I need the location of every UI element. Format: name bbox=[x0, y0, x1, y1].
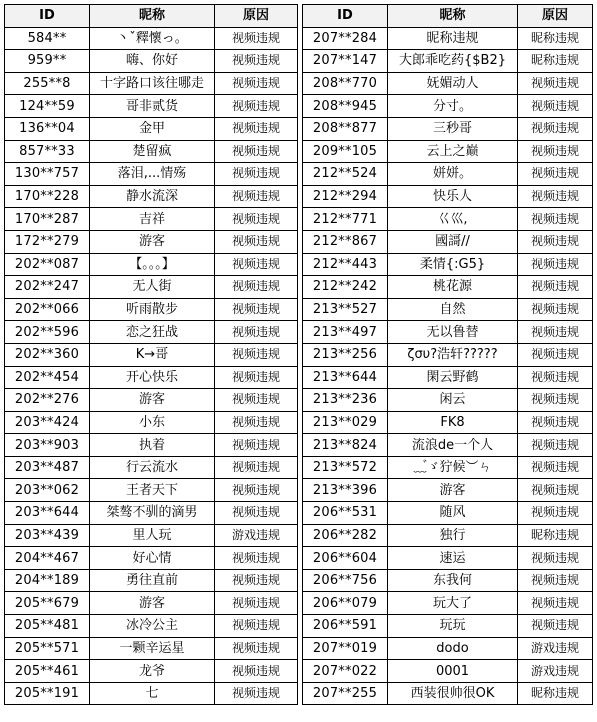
id-cell: 206**282 bbox=[303, 524, 388, 547]
id-cell: 205**679 bbox=[5, 592, 90, 615]
table-row bbox=[303, 117, 593, 140]
nickname-cell: 閑云野鹤 bbox=[388, 366, 518, 389]
id-cell: 209**105 bbox=[303, 140, 388, 163]
nickname-cell: 西装很帅很OK bbox=[388, 682, 518, 705]
reason-cell: 视频违规 bbox=[215, 50, 298, 73]
nickname-cell: 好心情 bbox=[90, 547, 215, 570]
table-row bbox=[5, 72, 298, 95]
nickname-cell: 游客 bbox=[90, 389, 215, 412]
table-row bbox=[303, 366, 593, 389]
id-cell: 207**147 bbox=[303, 50, 388, 73]
id-cell: 202**360 bbox=[5, 343, 90, 366]
table-row bbox=[303, 592, 593, 615]
id-cell: 203**644 bbox=[5, 502, 90, 525]
table-row bbox=[5, 208, 298, 231]
id-cell: 255**8 bbox=[5, 72, 90, 95]
reason-cell: 游戏违规 bbox=[518, 660, 593, 683]
id-cell: 124**59 bbox=[5, 95, 90, 118]
nickname-cell: 桃花源 bbox=[388, 276, 518, 299]
table-row bbox=[5, 592, 298, 615]
table-row bbox=[5, 230, 298, 253]
table-row bbox=[303, 682, 593, 705]
nickname-cell: 小东 bbox=[90, 411, 215, 434]
reason-cell: 游戏违规 bbox=[215, 524, 298, 547]
reason-cell: 视频违规 bbox=[518, 366, 593, 389]
table-row bbox=[303, 524, 593, 547]
id-cell: 202**596 bbox=[5, 321, 90, 344]
nickname-cell: 玩大了 bbox=[388, 592, 518, 615]
nickname-cell: 游客 bbox=[388, 479, 518, 502]
table-row bbox=[303, 389, 593, 412]
table-row bbox=[5, 95, 298, 118]
reason-cell: 视频违规 bbox=[215, 366, 298, 389]
header-reason: 原因 bbox=[215, 5, 298, 28]
reason-cell: 视频违规 bbox=[215, 389, 298, 412]
nickname-cell: ζσυ?浩轩????? bbox=[388, 343, 518, 366]
reason-cell: 视频违规 bbox=[215, 456, 298, 479]
table-row bbox=[5, 660, 298, 683]
reason-cell: 视频违规 bbox=[215, 298, 298, 321]
reason-cell: 视频违规 bbox=[215, 140, 298, 163]
table-row bbox=[303, 72, 593, 95]
table-row bbox=[5, 140, 298, 163]
reason-cell: 视频违规 bbox=[215, 660, 298, 683]
reason-cell: 视频违规 bbox=[518, 592, 593, 615]
table-row bbox=[5, 569, 298, 592]
id-cell: 130**757 bbox=[5, 163, 90, 186]
reason-cell: 视频违规 bbox=[215, 637, 298, 660]
nickname-cell: 丶ˇ釋懷っ。 bbox=[90, 27, 215, 50]
reason-cell: 游戏违规 bbox=[518, 637, 593, 660]
id-cell: 213**256 bbox=[303, 343, 388, 366]
nickname-cell: dodo bbox=[388, 637, 518, 660]
nickname-cell: 流浪de一个人 bbox=[388, 434, 518, 457]
reason-cell: 视频违规 bbox=[215, 502, 298, 525]
nickname-cell: 【。。。】 bbox=[90, 253, 215, 276]
reason-cell: 视频违规 bbox=[215, 321, 298, 344]
nickname-cell: 十字路口该往哪走 bbox=[90, 72, 215, 95]
nickname-cell: 执着 bbox=[90, 434, 215, 457]
header-id: ID bbox=[303, 5, 388, 28]
reason-cell: 视频违规 bbox=[518, 479, 593, 502]
reason-cell: 视频违规 bbox=[215, 230, 298, 253]
id-cell: 172**279 bbox=[5, 230, 90, 253]
nickname-cell: 独行 bbox=[388, 524, 518, 547]
table-row bbox=[5, 524, 298, 547]
nickname-cell: 昵称违规 bbox=[388, 27, 518, 50]
table-row bbox=[5, 411, 298, 434]
nickname-cell: 云上之巅 bbox=[388, 140, 518, 163]
nickname-cell: 游客 bbox=[90, 230, 215, 253]
table-row bbox=[303, 434, 593, 457]
id-cell: 203**424 bbox=[5, 411, 90, 434]
table-row bbox=[303, 321, 593, 344]
reason-cell: 视频违规 bbox=[518, 547, 593, 570]
reason-cell: 视频违规 bbox=[518, 117, 593, 140]
id-cell: 170**228 bbox=[5, 185, 90, 208]
table-row bbox=[5, 547, 298, 570]
id-cell: 204**189 bbox=[5, 569, 90, 592]
table-row bbox=[303, 411, 593, 434]
table-row bbox=[303, 185, 593, 208]
nickname-cell: 龙爷 bbox=[90, 660, 215, 683]
table-row bbox=[5, 298, 298, 321]
nickname-cell: K→哥 bbox=[90, 343, 215, 366]
table-row bbox=[303, 343, 593, 366]
ban-table-left bbox=[4, 4, 298, 705]
table-row bbox=[5, 389, 298, 412]
reason-cell: 视频违规 bbox=[215, 569, 298, 592]
reason-cell: 视频违规 bbox=[518, 230, 593, 253]
nickname-cell: ﹏゙ゞ狞候︶ㄣ bbox=[388, 456, 518, 479]
table-row bbox=[303, 163, 593, 186]
nickname-cell: 嗨、你好 bbox=[90, 50, 215, 73]
id-cell: 202**247 bbox=[5, 276, 90, 299]
table-body-right bbox=[303, 27, 593, 705]
nickname-cell: 静水流深 bbox=[90, 185, 215, 208]
id-cell: 213**527 bbox=[303, 298, 388, 321]
table-row bbox=[5, 637, 298, 660]
reason-cell: 视频违规 bbox=[518, 140, 593, 163]
id-cell: 213**497 bbox=[303, 321, 388, 344]
table-row bbox=[5, 615, 298, 638]
reason-cell: 视频违规 bbox=[518, 615, 593, 638]
id-cell: 584** bbox=[5, 27, 90, 50]
nickname-cell: 分寸。 bbox=[388, 95, 518, 118]
table-row bbox=[303, 298, 593, 321]
id-cell: 213**029 bbox=[303, 411, 388, 434]
table-row bbox=[303, 502, 593, 525]
table-row bbox=[5, 456, 298, 479]
id-cell: 213**644 bbox=[303, 366, 388, 389]
table-row bbox=[5, 185, 298, 208]
reason-cell: 视频违规 bbox=[518, 163, 593, 186]
nickname-cell: 吉祥 bbox=[90, 208, 215, 231]
nickname-cell: 巜巛, bbox=[388, 208, 518, 231]
nickname-cell: FK8 bbox=[388, 411, 518, 434]
nickname-cell: 大郎乖吃药{$B2} bbox=[388, 50, 518, 73]
nickname-cell: 游客 bbox=[90, 592, 215, 615]
reason-cell: 视频违规 bbox=[215, 163, 298, 186]
table-row bbox=[303, 140, 593, 163]
reason-cell: 视频违规 bbox=[518, 208, 593, 231]
table-row bbox=[303, 27, 593, 50]
id-cell: 203**439 bbox=[5, 524, 90, 547]
id-cell: 170**287 bbox=[5, 208, 90, 231]
reason-cell: 视频违规 bbox=[518, 253, 593, 276]
table-row bbox=[303, 276, 593, 299]
table-row bbox=[5, 321, 298, 344]
id-cell: 212**294 bbox=[303, 185, 388, 208]
nickname-cell: 國謌// bbox=[388, 230, 518, 253]
reason-cell: 视频违规 bbox=[518, 434, 593, 457]
id-cell: 203**903 bbox=[5, 434, 90, 457]
nickname-cell: 哥非贰货 bbox=[90, 95, 215, 118]
table-row bbox=[303, 95, 593, 118]
nickname-cell: 三秒哥 bbox=[388, 117, 518, 140]
table-header-row bbox=[5, 5, 298, 28]
id-cell: 206**591 bbox=[303, 615, 388, 638]
reason-cell: 视频违规 bbox=[518, 343, 593, 366]
ban-table-right bbox=[302, 4, 593, 705]
id-cell: 207**019 bbox=[303, 637, 388, 660]
table-row bbox=[5, 253, 298, 276]
reason-cell: 视频违规 bbox=[215, 434, 298, 457]
header-nickname: 昵称 bbox=[388, 5, 518, 28]
reason-cell: 视频违规 bbox=[518, 321, 593, 344]
reason-cell: 视频违规 bbox=[215, 682, 298, 705]
nickname-cell: 0001 bbox=[388, 660, 518, 683]
nickname-cell: 开心快乐 bbox=[90, 366, 215, 389]
id-cell: 205**571 bbox=[5, 637, 90, 660]
nickname-cell: 无人街 bbox=[90, 276, 215, 299]
reason-cell: 昵称违规 bbox=[518, 682, 593, 705]
nickname-cell: 一颗辛运星 bbox=[90, 637, 215, 660]
nickname-cell: 玩玩 bbox=[388, 615, 518, 638]
id-cell: 208**945 bbox=[303, 95, 388, 118]
reason-cell: 视频违规 bbox=[518, 276, 593, 299]
nickname-cell: 自然 bbox=[388, 298, 518, 321]
nickname-cell: 勇往直前 bbox=[90, 569, 215, 592]
table-row bbox=[5, 117, 298, 140]
reason-cell: 昵称违规 bbox=[518, 27, 593, 50]
id-cell: 207**255 bbox=[303, 682, 388, 705]
id-cell: 205**191 bbox=[5, 682, 90, 705]
table-row bbox=[303, 479, 593, 502]
id-cell: 203**487 bbox=[5, 456, 90, 479]
nickname-cell: 随风 bbox=[388, 502, 518, 525]
nickname-cell: 姘姘。 bbox=[388, 163, 518, 186]
reason-cell: 视频违规 bbox=[518, 95, 593, 118]
table-row bbox=[5, 276, 298, 299]
nickname-cell: 行云流水 bbox=[90, 456, 215, 479]
reason-cell: 视频违规 bbox=[518, 389, 593, 412]
reason-cell: 视频违规 bbox=[215, 615, 298, 638]
reason-cell: 昵称违规 bbox=[518, 50, 593, 73]
nickname-cell: 速运 bbox=[388, 547, 518, 570]
id-cell: 207**022 bbox=[303, 660, 388, 683]
nickname-cell: 金甲 bbox=[90, 117, 215, 140]
table-row bbox=[303, 253, 593, 276]
id-cell: 202**454 bbox=[5, 366, 90, 389]
header-reason: 原因 bbox=[518, 5, 593, 28]
id-cell: 204**467 bbox=[5, 547, 90, 570]
id-cell: 206**604 bbox=[303, 547, 388, 570]
nickname-cell: 东我何 bbox=[388, 569, 518, 592]
reason-cell: 视频违规 bbox=[518, 502, 593, 525]
nickname-cell: 七 bbox=[90, 682, 215, 705]
nickname-cell: 恋之狂战 bbox=[90, 321, 215, 344]
table-row bbox=[303, 50, 593, 73]
id-cell: 212**443 bbox=[303, 253, 388, 276]
nickname-cell: 妩媚动人 bbox=[388, 72, 518, 95]
table-body-left bbox=[5, 27, 298, 705]
nickname-cell: 快乐人 bbox=[388, 185, 518, 208]
nickname-cell: 楚留疯 bbox=[90, 140, 215, 163]
id-cell: 213**396 bbox=[303, 479, 388, 502]
id-cell: 213**236 bbox=[303, 389, 388, 412]
id-cell: 206**531 bbox=[303, 502, 388, 525]
reason-cell: 视频违规 bbox=[518, 298, 593, 321]
id-cell: 205**481 bbox=[5, 615, 90, 638]
id-cell: 205**461 bbox=[5, 660, 90, 683]
nickname-cell: 闲云 bbox=[388, 389, 518, 412]
id-cell: 208**770 bbox=[303, 72, 388, 95]
id-cell: 207**284 bbox=[303, 27, 388, 50]
reason-cell: 视频违规 bbox=[518, 72, 593, 95]
table-row bbox=[5, 434, 298, 457]
reason-cell: 视频违规 bbox=[215, 276, 298, 299]
id-cell: 212**242 bbox=[303, 276, 388, 299]
reason-cell: 视频违规 bbox=[215, 117, 298, 140]
reason-cell: 视频违规 bbox=[215, 411, 298, 434]
reason-cell: 视频违规 bbox=[215, 27, 298, 50]
nickname-cell: 王者天下 bbox=[90, 479, 215, 502]
id-cell: 212**771 bbox=[303, 208, 388, 231]
id-cell: 857**33 bbox=[5, 140, 90, 163]
nickname-cell: 无以鲁替 bbox=[388, 321, 518, 344]
table-row bbox=[5, 163, 298, 186]
id-cell: 202**087 bbox=[5, 253, 90, 276]
table-row bbox=[5, 50, 298, 73]
id-cell: 136**04 bbox=[5, 117, 90, 140]
id-cell: 213**572 bbox=[303, 456, 388, 479]
nickname-cell: 桀骜不驯的滴男 bbox=[90, 502, 215, 525]
reason-cell: 视频违规 bbox=[518, 185, 593, 208]
id-cell: 206**756 bbox=[303, 569, 388, 592]
table-row bbox=[5, 502, 298, 525]
reason-cell: 昵称违规 bbox=[518, 524, 593, 547]
table-row bbox=[5, 479, 298, 502]
table-row bbox=[303, 230, 593, 253]
reason-cell: 视频违规 bbox=[215, 547, 298, 570]
id-cell: 202**066 bbox=[5, 298, 90, 321]
nickname-cell: 冰冷公主 bbox=[90, 615, 215, 638]
table-row bbox=[5, 366, 298, 389]
id-cell: 208**877 bbox=[303, 117, 388, 140]
id-cell: 202**276 bbox=[5, 389, 90, 412]
reason-cell: 视频违规 bbox=[518, 456, 593, 479]
reason-cell: 视频违规 bbox=[215, 592, 298, 615]
table-row bbox=[5, 27, 298, 50]
reason-cell: 视频违规 bbox=[215, 185, 298, 208]
id-cell: 212**524 bbox=[303, 163, 388, 186]
table-row bbox=[303, 615, 593, 638]
id-cell: 212**867 bbox=[303, 230, 388, 253]
reason-cell: 视频违规 bbox=[215, 343, 298, 366]
table-row bbox=[303, 660, 593, 683]
reason-cell: 视频违规 bbox=[215, 208, 298, 231]
nickname-cell: 柔情{:G5} bbox=[388, 253, 518, 276]
header-nickname: 昵称 bbox=[90, 5, 215, 28]
table-row bbox=[303, 208, 593, 231]
reason-cell: 视频违规 bbox=[215, 479, 298, 502]
table-row bbox=[303, 569, 593, 592]
reason-cell: 视频违规 bbox=[518, 569, 593, 592]
nickname-cell: 里人玩 bbox=[90, 524, 215, 547]
table-row bbox=[5, 682, 298, 705]
table-row bbox=[303, 547, 593, 570]
table-row bbox=[303, 637, 593, 660]
header-id: ID bbox=[5, 5, 90, 28]
table-header-row bbox=[303, 5, 593, 28]
id-cell: 203**062 bbox=[5, 479, 90, 502]
table-row bbox=[303, 456, 593, 479]
table-row bbox=[5, 343, 298, 366]
id-cell: 206**079 bbox=[303, 592, 388, 615]
id-cell: 213**824 bbox=[303, 434, 388, 457]
reason-cell: 视频违规 bbox=[215, 253, 298, 276]
reason-cell: 视频违规 bbox=[215, 95, 298, 118]
reason-cell: 视频违规 bbox=[215, 72, 298, 95]
id-cell: 959** bbox=[5, 50, 90, 73]
nickname-cell: 听雨散步 bbox=[90, 298, 215, 321]
reason-cell: 视频违规 bbox=[518, 411, 593, 434]
nickname-cell: 落泪,...情殇 bbox=[90, 163, 215, 186]
